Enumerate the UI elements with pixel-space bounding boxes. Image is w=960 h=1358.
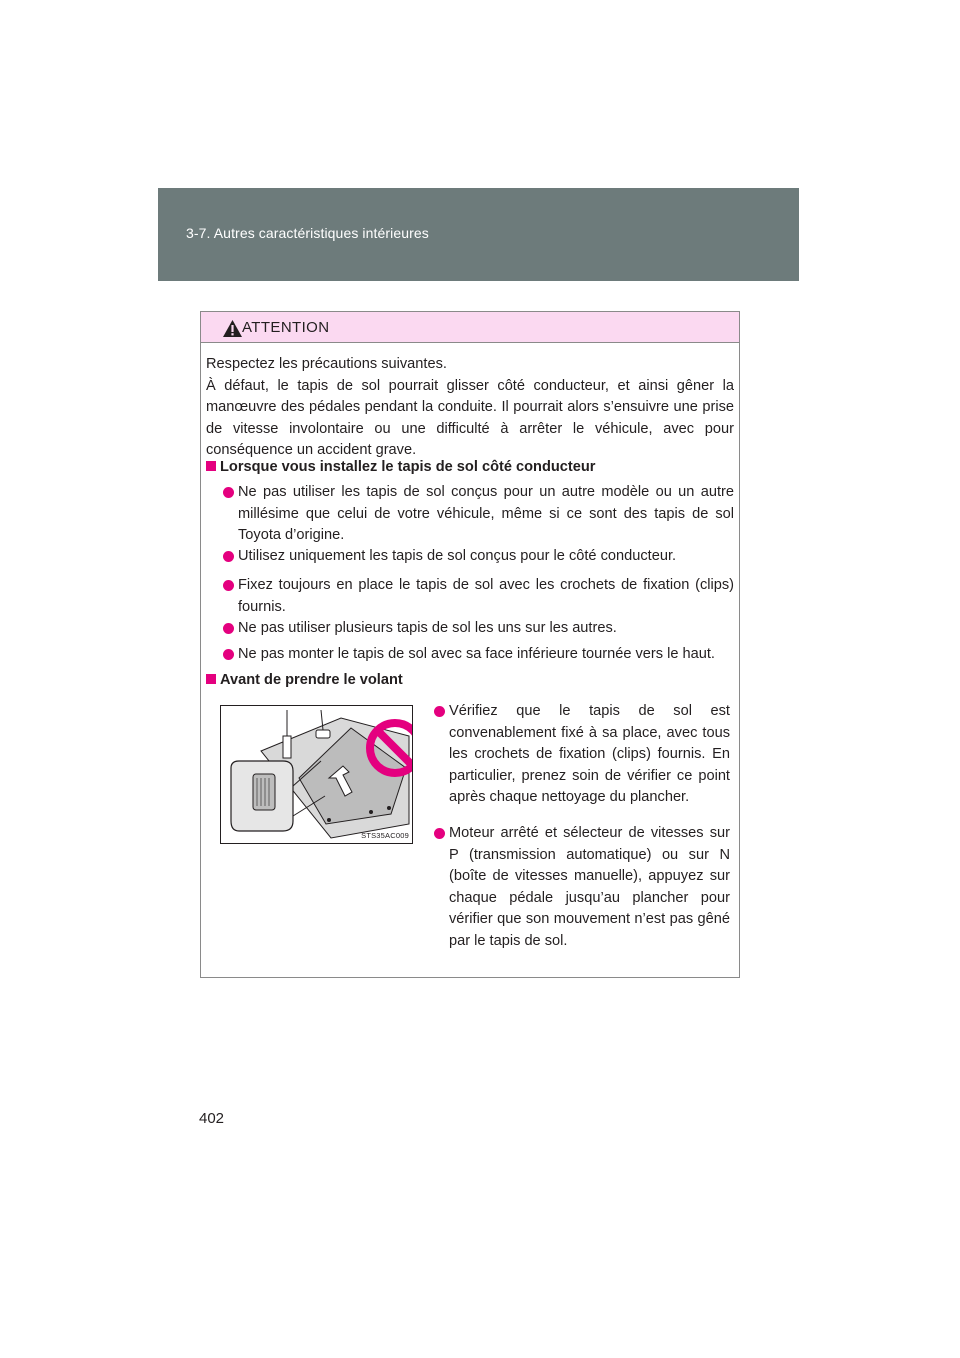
list-item-text: Ne pas monter le tapis de sol avec sa face inférieure tournée vers le haut. [238,646,715,662]
bullet-dot-icon [223,551,234,562]
bullet-dot-icon [223,580,234,591]
caution-title: ATTENTION [242,319,330,336]
section-heading-text: Avant de prendre le volant [220,672,403,688]
section-heading-before-driving [206,670,403,690]
section-title: 3-7. Autres caractéristiques intérieures [186,225,429,241]
intro-first-line: Respectez les précautions suivantes. [206,356,447,372]
page-number: 402 [199,1110,225,1127]
list-item-text: Ne pas utiliser plusieurs tapis de sol les uns sur les autres. [238,620,617,636]
list-item [223,546,734,568]
caution-intro [206,354,734,462]
list-item-text: Moteur arrêté et sélecteur de vitesses sur P (transmission automatique) ou sur N (boîte de vitesses manuelle), appuyez sur chaque pédale jusqu’au plancher pour vérifier que son mouvement n’est pas gêné par le tapis de sol. [449,825,730,949]
list-item [223,482,734,547]
floor-mat-illustration [220,705,413,844]
warning-triangle-icon [222,319,243,338]
square-bullet-icon [206,461,216,471]
list-item-text: Vérifiez que le tapis de sol est convenablement fixé à sa place, avec tous les crochets de fixation (clips) fournis. En particulier, prenez soin de vérifier ce point après chaque nettoyage du plancher. [449,703,730,805]
bullet-dot-icon [223,487,234,498]
bullet-dot-icon [223,623,234,634]
intro-paragraph: À défaut, le tapis de sol pourrait glisser côté conducteur, et ainsi gêner la manœuvre des pédales pendant la conduite. Il pourrait alors s’ensuivre une prise de vitesse involontaire ou une difficulté à arrêter le véhicule, avec pour conséquence un accident grave. [206,377,734,458]
list-item [223,644,734,666]
list-item [434,823,730,952]
figure-code: STS35AC009 [361,831,409,840]
caution-box [200,311,740,978]
list-item-text: Ne pas utiliser les tapis de sol conçus pour un autre modèle ou un autre millésime que celui de votre véhicule, même si ce sont des tapis de sol Toyota d’origine. [238,484,734,543]
section-heading-install [206,457,595,477]
bullet-dot-icon [223,649,234,660]
section-header-band [158,188,799,281]
list-item-text: Fixez toujours en place le tapis de sol avec les crochets de fixation (clips) fournis. [238,577,734,615]
square-bullet-icon [206,674,216,684]
list-item [223,575,734,618]
section-heading-text: Lorsque vous installez le tapis de sol côté conducteur [220,459,596,475]
list-item [434,701,730,809]
list-item [223,618,734,640]
floor-mat-drawing [221,706,413,844]
bullet-dot-icon [434,706,445,717]
bullet-dot-icon [434,828,445,839]
list-item-text: Utilisez uniquement les tapis de sol conçus pour le côté conducteur. [238,548,677,564]
caution-header [201,312,739,343]
